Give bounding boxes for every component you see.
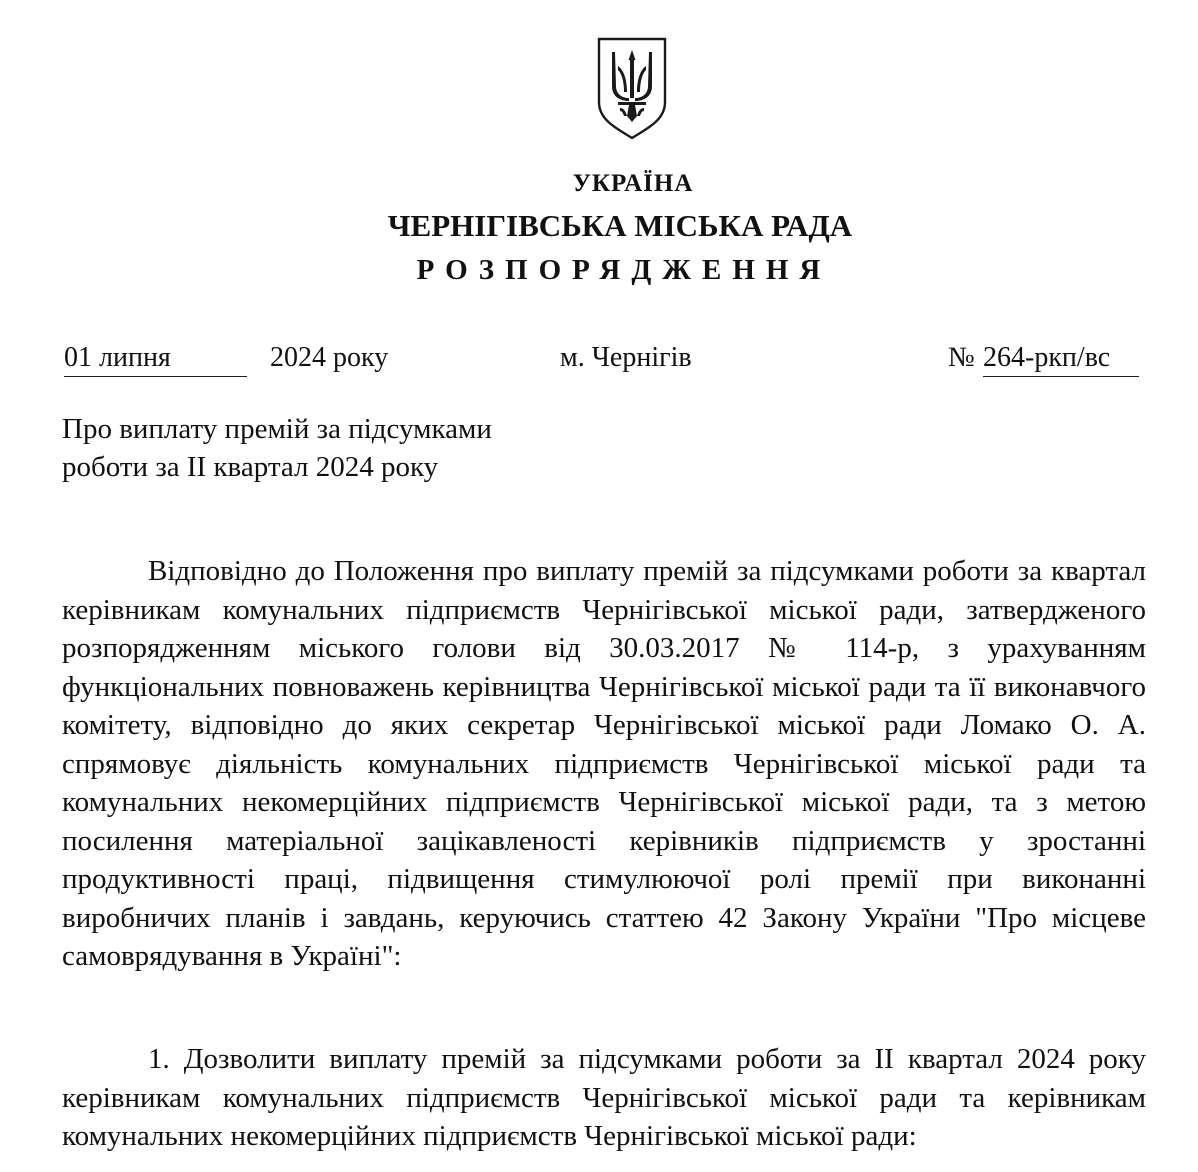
- document-number-label: №: [948, 342, 975, 373]
- document-date: 01 липня: [64, 342, 247, 377]
- document-city: м. Чернігів: [560, 342, 692, 373]
- document-number: 264-ркп/вс: [983, 342, 1139, 377]
- country-heading: УКРАЇНА: [572, 170, 694, 197]
- document-type-heading: РОЗПОРЯДЖЕННЯ: [416, 254, 832, 286]
- coat-of-arms-icon: [596, 36, 668, 140]
- document-year: 2024 року: [270, 342, 389, 373]
- document-subject: [62, 410, 622, 486]
- council-heading: ЧЕРНІГІВСЬКА МІСЬКА РАДА: [387, 208, 853, 243]
- document-meta-row: [0, 338, 1198, 378]
- subject-line-2: роботи за ІІ квартал 2024 року: [62, 451, 439, 483]
- subject-line-1: Про виплату премій за підсумками: [62, 413, 492, 445]
- preamble-paragraph: Відповідно до Положення про виплату премій за підсумками роботи за квартал керівникам комунальних підприємств Чернігівської міської ради, затвердженого розпорядженням міського голови від 30.03.2017 № 114-р, з урахуванням функціональних повноважень керівництва Чернігівської міської ради та її виконавчого комітету, відповідно до яких секретар Чернігівської міської ради Ломако О. А. спрямовує діяльність комунальних підприємств Чернігівської міської ради та комунальних некомерційних підприємств Чернігівської міської ради, та з метою посилення матеріальної зацікавленості керівників підприємств у зростанні продуктивності праці, підвищення стимулюючої ролі премії при виконанні виробничих планів і завдань, керуючись статтею 42 Закону України "Про місцеве самоврядування в Україні":: [62, 555, 1146, 972]
- clause-1-paragraph: 1. Дозволити виплату премій за підсумками роботи за ІІ квартал 2024 року керівникам комунальних підприємств Чернігівської міської ради та керівникам комунальних некомерційних підприємств Чернігівської міської ради:: [62, 1043, 1146, 1152]
